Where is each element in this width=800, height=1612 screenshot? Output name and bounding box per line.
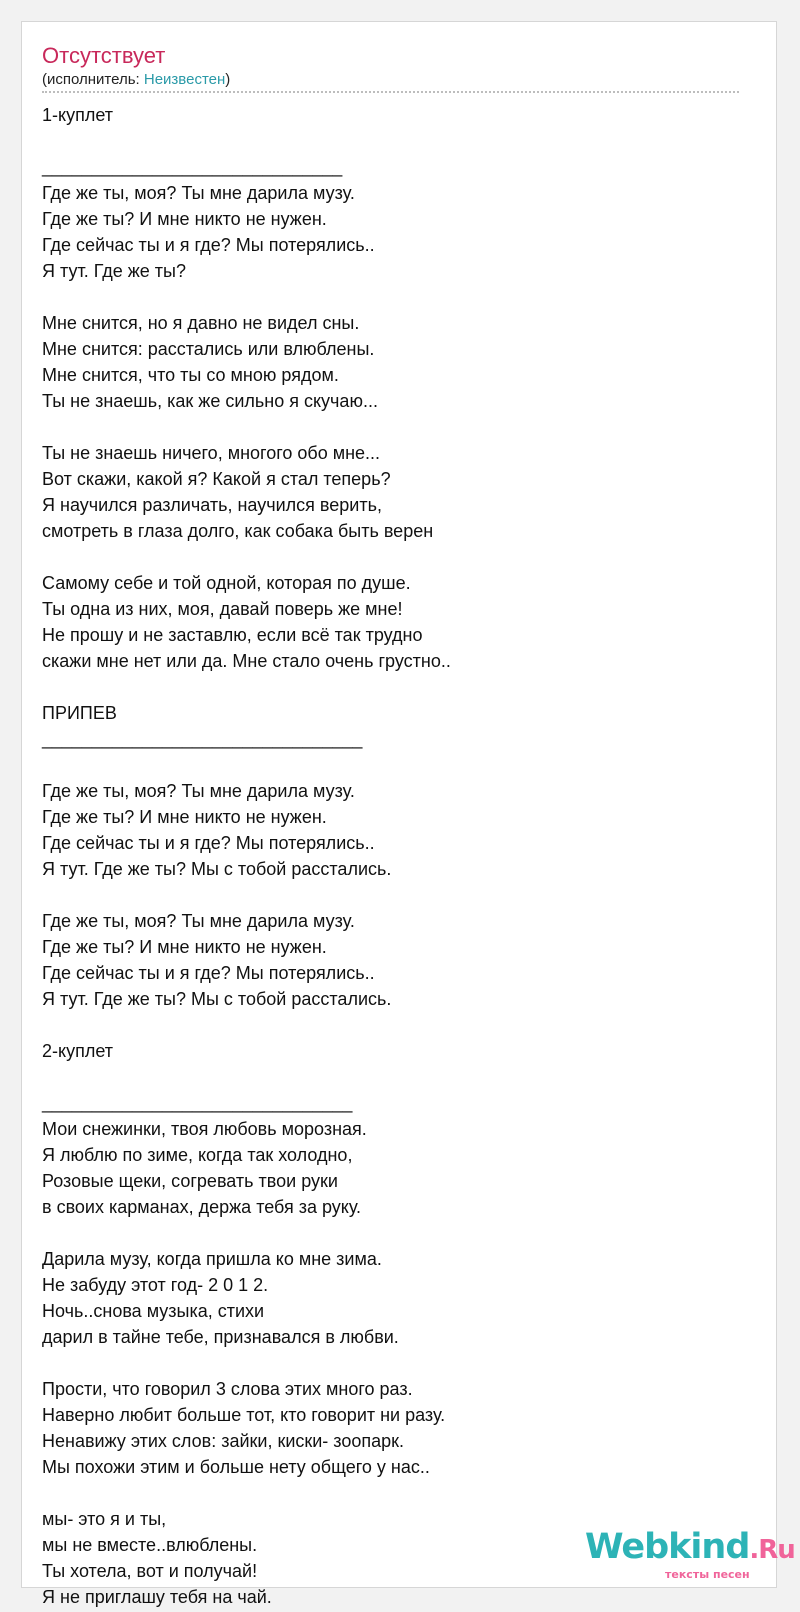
lyric-line: Вот скажи, какой я? Какой я стал теперь? [42,469,391,489]
lyric-line: Ненавижу этих слов: зайки, киски- зоопарк. [42,1431,405,1451]
lyric-line: мы не вместе..влюблены. [42,1535,258,1555]
lyric-line: Ты одна из них, моя, давай поверь же мне! [42,599,403,619]
lyric-line: Ты не знаешь, как же сильно я скучаю... [42,391,378,411]
lyric-line: Я не приглашу тебя на чай. [42,1587,272,1607]
lyric-line: скажи мне нет или да. Мне стало очень грустно.. [42,651,451,671]
artist-link[interactable]: Неизвестен [143,71,226,88]
lyric-line: Прости, что говорил 3 слова этих много раз. [42,1379,413,1399]
lyric-line: Мы похожи этим и больше нету общего у нас.. [42,1457,430,1477]
lyric-line: в своих карманах, держа тебя за руку. [42,1197,362,1217]
lyric-line: Мои снежинки, твоя любовь морозная. [42,1119,367,1139]
lyric-line: Розовые щеки, согревать твои руки [42,1171,338,1191]
lyric-line: Наверно любит больше тот, кто говорит ни разу. [42,1405,446,1425]
lyric-line: Где сейчас ты и я где? Мы потерялись.. [42,963,375,983]
lyric-line: Ты хотела, вот и получай! [42,1561,258,1581]
lyric-line [42,284,742,310]
lyric-line [42,1220,742,1246]
lyric-line: ________________________________ [42,729,363,749]
lyric-line: мы- это я и ты, [42,1509,167,1529]
lyric-line: Я тут. Где же ты? Мы с тобой расстались. [42,859,392,879]
lyric-line [42,1480,742,1506]
logo-main-text: Webkind [585,1527,750,1567]
lyric-line: Ночь..снова музыка, стихи [42,1301,265,1321]
artist-suffix: ) [225,71,231,88]
lyric-line [42,1064,742,1090]
lyric-line: Я тут. Где же ты? Мы с тобой расстались. [42,989,392,1009]
webkind-logo[interactable] [585,1527,795,1587]
song-header [42,42,738,90]
lyric-line [42,544,742,570]
lyric-line: ПРИПЕВ [42,703,117,723]
lyric-line: _______________________________ [42,1093,353,1113]
lyric-line: Где же ты, моя? Ты мне дарила музу. [42,911,355,931]
lyric-line: Дарила музу, когда пришла ко мне зима. [42,1249,382,1269]
lyric-line: Мне снится, но я давно не видел сны. [42,313,360,333]
lyric-line: Где же ты, моя? Ты мне дарила музу. [42,781,355,801]
lyric-line: Самому себе и той одной, которая по душе. [42,573,411,593]
lyric-line: Я научился различать, научился верить, [42,495,382,515]
lyric-line: Где сейчас ты и я где? Мы потерялись.. [42,235,375,255]
header-divider [42,91,739,93]
lyric-line: Ты не знаешь ничего, многого обо мне... [42,443,381,463]
logo-tagline: тексты песен [665,1568,750,1581]
lyric-line [42,882,742,908]
lyric-line: Где же ты? И мне никто не нужен. [42,937,327,957]
lyric-line: Не забуду этот год- 2 0 1 2. [42,1275,269,1295]
lyric-line: Я люблю по зиме, когда так холодно, [42,1145,353,1165]
lyric-line: Мне снится, что ты со мною рядом. [42,365,339,385]
lyric-line [42,414,742,440]
lyrics-text [42,102,742,1610]
lyric-line: 1-куплет [42,105,113,125]
lyric-line: 2-куплет [42,1041,113,1061]
lyric-line: Мне снится: расстались или влюблены. [42,339,375,359]
lyric-line: дарил в тайне тебе, признавался в любви. [42,1327,399,1347]
logo-tld: .Ru [749,1535,795,1565]
lyric-line [42,1350,742,1376]
lyric-line [42,674,742,700]
lyric-line [42,128,742,154]
artist-prefix: (исполнитель: [42,71,144,88]
lyric-line: Не прошу и не заставлю, если всё так трудно [42,625,423,645]
logo-wordmark [585,1527,795,1570]
song-title: Отсутствует [42,43,166,68]
lyric-line: Где же ты, моя? Ты мне дарила музу. [42,183,355,203]
lyric-line: Где же ты? И мне никто не нужен. [42,209,327,229]
lyric-line: Где сейчас ты и я где? Мы потерялись.. [42,833,375,853]
artist-line [42,70,738,90]
lyric-line: смотреть в глаза долго, как собака быть верен [42,521,434,541]
lyric-line: ______________________________ [42,157,343,177]
lyric-line: Я тут. Где же ты? [42,261,186,281]
lyric-line [42,752,742,778]
page-frame [21,21,795,1607]
lyric-line: Где же ты? И мне никто не нужен. [42,807,327,827]
lyric-line [42,1012,742,1038]
